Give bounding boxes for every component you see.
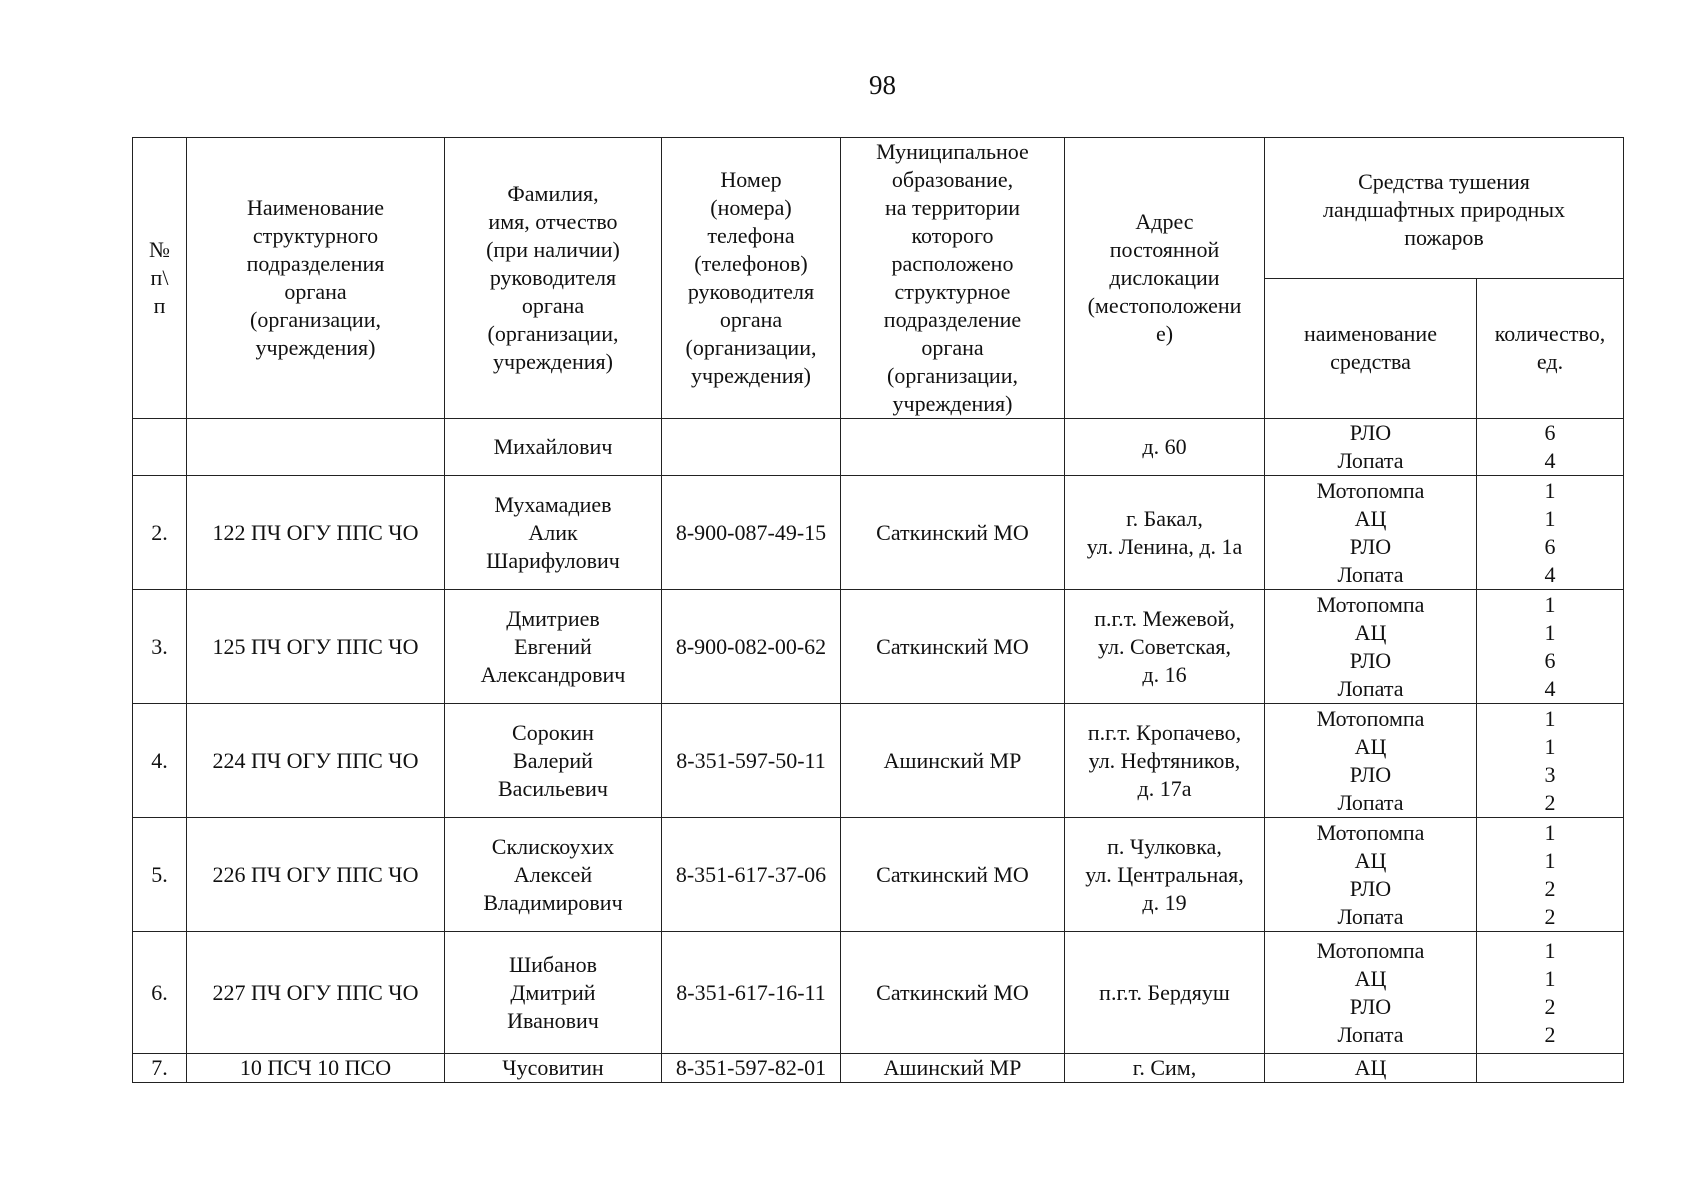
cell-org: 224 ПЧ ОГУ ППС ЧО — [187, 704, 445, 818]
cell-municipality: Саткинский МО — [841, 818, 1065, 932]
cell-address-line: д. 19 — [1142, 889, 1187, 915]
cell-municipality: Саткинский МО — [841, 476, 1065, 590]
cell-head-line: Евгений — [514, 633, 592, 659]
cell-head-line: Иванович — [507, 1007, 599, 1033]
header-line: структурное — [894, 279, 1011, 304]
cell-qty — [1477, 419, 1624, 476]
header-line: е) — [1155, 321, 1174, 346]
cell-qty-line: 1 — [1544, 505, 1556, 531]
cell-phone: 8-351-597-50-11 — [662, 704, 841, 818]
header-line: образование, — [891, 167, 1014, 192]
cell-head-line: Алик — [528, 519, 578, 545]
cell-address-line: ул. Нефтяников, — [1088, 747, 1241, 773]
header-line: учреждения) — [255, 335, 376, 360]
cell-means-line: Мотопомпа — [1316, 591, 1425, 617]
fire-units-table — [132, 137, 1624, 1083]
cell-means-line: АЦ — [1354, 847, 1387, 873]
cell-address — [1065, 1054, 1265, 1083]
header-line: постоянной — [1109, 237, 1220, 262]
cell-num — [133, 419, 187, 476]
header-line: (местоположени — [1087, 293, 1242, 318]
header-line: Адрес — [1135, 209, 1194, 234]
header-line: учреждения) — [691, 363, 811, 388]
cell-num: 7. — [133, 1054, 187, 1083]
header-line: органа — [719, 307, 783, 332]
cell-qty-line: 2 — [1544, 789, 1556, 815]
cell-qty-line: 4 — [1544, 448, 1556, 473]
cell-address — [1065, 476, 1265, 590]
cell-head — [445, 590, 662, 704]
cell-head-line: Алексей — [513, 861, 593, 887]
header-num — [133, 138, 187, 419]
cell-num: 4. — [133, 704, 187, 818]
header-line: органа — [521, 293, 585, 318]
cell-means — [1265, 1054, 1477, 1083]
cell-means-line: РЛО — [1349, 761, 1392, 787]
cell-qty-line: 3 — [1544, 761, 1556, 787]
header-line: подразделение — [883, 307, 1022, 332]
header-line: Наименование — [246, 195, 385, 220]
cell-head — [445, 932, 662, 1054]
cell-qty-line: 4 — [1544, 561, 1556, 587]
cell-means-line: Мотопомпа — [1316, 819, 1425, 845]
cell-means-line: АЦ — [1354, 619, 1387, 645]
cell-qty — [1477, 818, 1624, 932]
cell-qty — [1477, 1054, 1624, 1083]
cell-head — [445, 1054, 662, 1083]
cell-head-line: Шарифулович — [486, 547, 620, 573]
cell-head-line: Васильевич — [498, 775, 608, 801]
cell-means-line: Лопата — [1337, 561, 1404, 587]
header-line: ед. — [1536, 349, 1564, 375]
cell-means-line: Мотопомпа — [1316, 937, 1425, 963]
header-municipality — [841, 138, 1065, 419]
cell-head-line: Склискоухих — [491, 833, 615, 859]
cell-phone: 8-900-082-00-62 — [662, 590, 841, 704]
cell-address-line: ул. Советская, — [1097, 633, 1232, 659]
cell-address — [1065, 818, 1265, 932]
cell-means — [1265, 476, 1477, 590]
cell-qty-line: 1 — [1544, 477, 1556, 503]
cell-address — [1065, 704, 1265, 818]
header-line: дислокации — [1109, 265, 1220, 290]
cell-qty-line: 1 — [1544, 847, 1556, 873]
header-means-name — [1265, 278, 1477, 419]
header-line: (организации, — [487, 321, 619, 346]
cell-means-line: АЦ — [1354, 505, 1387, 531]
cell-means-line: Лопата — [1337, 789, 1404, 815]
cell-qty-line: 4 — [1544, 675, 1556, 701]
header-line: органа — [921, 335, 984, 360]
cell-qty-line: 1 — [1544, 937, 1556, 963]
header-line: Средства тушения — [1358, 169, 1530, 194]
cell-phone: 8-351-617-16-11 — [662, 932, 841, 1054]
cell-org: 10 ПСЧ 10 ПСО — [187, 1054, 445, 1083]
cell-phone — [662, 419, 841, 476]
cell-head-line: Мухамадиев — [494, 491, 612, 517]
header-line: Муниципальное — [876, 139, 1029, 164]
cell-means — [1265, 818, 1477, 932]
cell-municipality: Саткинский МО — [841, 590, 1065, 704]
cell-address-line: г. Бакал, — [1126, 505, 1203, 531]
cell-org: 125 ПЧ ОГУ ППС ЧО — [187, 590, 445, 704]
header-head — [445, 138, 662, 419]
cell-means-line: АЦ — [1354, 733, 1387, 759]
header-line: (организации, — [250, 307, 381, 332]
header-line: пожаров — [1404, 225, 1484, 250]
cell-address-line: г. Сим, — [1132, 1055, 1197, 1080]
cell-address-line: п.г.т. Кропачево, — [1087, 719, 1242, 745]
cell-num: 2. — [133, 476, 187, 590]
header-line: Номер — [720, 167, 782, 192]
header-line: расположено — [891, 251, 1014, 276]
cell-means-line: Лопата — [1337, 675, 1404, 701]
cell-means — [1265, 704, 1477, 818]
cell-qty-line: 1 — [1544, 819, 1556, 845]
header-line: (номера) — [710, 195, 792, 220]
header-line: подразделения — [246, 251, 385, 276]
table-row — [133, 476, 1624, 590]
cell-address — [1065, 419, 1265, 476]
cell-qty-line: 1 — [1544, 733, 1556, 759]
cell-head-line: Сорокин — [512, 719, 594, 745]
cell-qty — [1477, 704, 1624, 818]
cell-qty-line: 2 — [1544, 1021, 1556, 1047]
cell-address — [1065, 932, 1265, 1054]
cell-address-line: д. 60 — [1142, 434, 1187, 459]
cell-head-line: Александрович — [480, 661, 626, 687]
cell-means-line: АЦ — [1354, 1055, 1387, 1080]
table-row — [133, 1054, 1624, 1083]
cell-address-line: д. 17а — [1137, 775, 1192, 801]
header-line: ландшафтных природных — [1323, 197, 1565, 222]
cell-qty — [1477, 590, 1624, 704]
header-line: № — [149, 237, 170, 262]
header-line: (организации, — [887, 363, 1018, 388]
cell-org — [187, 419, 445, 476]
header-line: средства — [1330, 349, 1411, 375]
cell-means-line: Мотопомпа — [1316, 705, 1425, 731]
cell-qty-line: 2 — [1544, 903, 1556, 929]
cell-head-line: Шибанов — [508, 951, 598, 977]
cell-address-line: д. 16 — [1142, 661, 1187, 687]
header-line: п\ — [150, 265, 169, 290]
header-line: (организации, — [685, 335, 817, 360]
header-means-qty — [1477, 278, 1624, 419]
cell-head-line: Владимирович — [483, 889, 623, 915]
cell-means — [1265, 419, 1477, 476]
cell-head-line: Дмитрий — [510, 979, 596, 1005]
cell-address-line: ул. Центральная, — [1085, 861, 1244, 887]
table-body — [133, 419, 1624, 1083]
header-line: учреждения) — [493, 349, 613, 374]
cell-municipality: Ашинский МР — [841, 1054, 1065, 1083]
header-line: на территории — [884, 195, 1021, 220]
header-line: Фамилия, — [507, 181, 599, 206]
cell-qty — [1477, 476, 1624, 590]
cell-num: 6. — [133, 932, 187, 1054]
cell-qty-line: 1 — [1544, 705, 1556, 731]
cell-org: 122 ПЧ ОГУ ППС ЧО — [187, 476, 445, 590]
cell-means-line: Лопата — [1337, 1021, 1404, 1047]
header-line: количество, — [1494, 321, 1606, 347]
cell-address-line: п. Чулковка, — [1107, 833, 1222, 859]
cell-means-line: Лопата — [1337, 903, 1404, 929]
cell-means — [1265, 590, 1477, 704]
cell-head — [445, 419, 662, 476]
cell-qty-line: 1 — [1544, 591, 1556, 617]
header-line: органа — [284, 279, 347, 304]
header-line: учреждения) — [892, 391, 1013, 416]
cell-qty-line: 2 — [1544, 875, 1556, 901]
header-line: руководителя — [489, 265, 617, 290]
cell-municipality: Ашинский МР — [841, 704, 1065, 818]
cell-means-line: РЛО — [1349, 875, 1392, 901]
cell-address — [1065, 590, 1265, 704]
header-line: которого — [911, 223, 994, 248]
cell-address-line: п.г.т. Бердяуш — [1099, 979, 1230, 1005]
cell-head — [445, 704, 662, 818]
table-row — [133, 419, 1624, 476]
cell-means-line: Мотопомпа — [1316, 477, 1425, 503]
table-row — [133, 590, 1624, 704]
table-row — [133, 818, 1624, 932]
table-row — [133, 704, 1624, 818]
cell-qty-line: 6 — [1544, 420, 1556, 445]
header-line: руководителя — [687, 279, 815, 304]
header-phone — [662, 138, 841, 419]
header-means — [1265, 138, 1624, 279]
cell-municipality: Саткинский МО — [841, 932, 1065, 1054]
cell-means-line: РЛО — [1349, 647, 1392, 673]
cell-num: 3. — [133, 590, 187, 704]
cell-means — [1265, 932, 1477, 1054]
cell-means-line: РЛО — [1349, 420, 1392, 445]
cell-head — [445, 818, 662, 932]
header-org — [187, 138, 445, 419]
header-line: п — [153, 293, 166, 318]
cell-org: 227 ПЧ ОГУ ППС ЧО — [187, 932, 445, 1054]
cell-head-line: Чусовитин — [502, 1055, 604, 1080]
cell-qty-line: 2 — [1544, 993, 1556, 1019]
cell-qty-line: 6 — [1544, 533, 1556, 559]
cell-phone: 8-351-597-82-01 — [662, 1054, 841, 1083]
table-row — [133, 932, 1624, 1054]
header-line: структурного — [252, 223, 379, 248]
cell-head-line: Михайлович — [493, 434, 613, 459]
page-number: 98 — [869, 70, 896, 100]
cell-qty-line: 1 — [1544, 619, 1556, 645]
header-line: наименование — [1304, 321, 1437, 347]
header-address — [1065, 138, 1265, 419]
cell-means-line: Лопата — [1337, 448, 1404, 473]
cell-head-line: Дмитриев — [506, 605, 600, 631]
header-line: (при наличии) — [486, 237, 620, 262]
cell-means-line: РЛО — [1349, 533, 1392, 559]
header-line: (телефонов) — [694, 251, 808, 276]
cell-phone: 8-351-617-37-06 — [662, 818, 841, 932]
cell-means-line: АЦ — [1354, 965, 1387, 991]
cell-qty-line: 1 — [1544, 965, 1556, 991]
cell-org: 226 ПЧ ОГУ ППС ЧО — [187, 818, 445, 932]
header-line: имя, отчество — [488, 209, 618, 234]
cell-phone: 8-900-087-49-15 — [662, 476, 841, 590]
cell-address-line: п.г.т. Межевой, — [1094, 605, 1235, 631]
cell-municipality — [841, 419, 1065, 476]
cell-address-line: ул. Ленина, д. 1а — [1086, 533, 1243, 559]
cell-head-line: Валерий — [513, 747, 593, 773]
cell-head — [445, 476, 662, 590]
cell-qty-line: 6 — [1544, 647, 1556, 673]
cell-num: 5. — [133, 818, 187, 932]
header-line: телефона — [707, 223, 795, 248]
cell-qty — [1477, 932, 1624, 1054]
cell-means-line: РЛО — [1349, 993, 1392, 1019]
